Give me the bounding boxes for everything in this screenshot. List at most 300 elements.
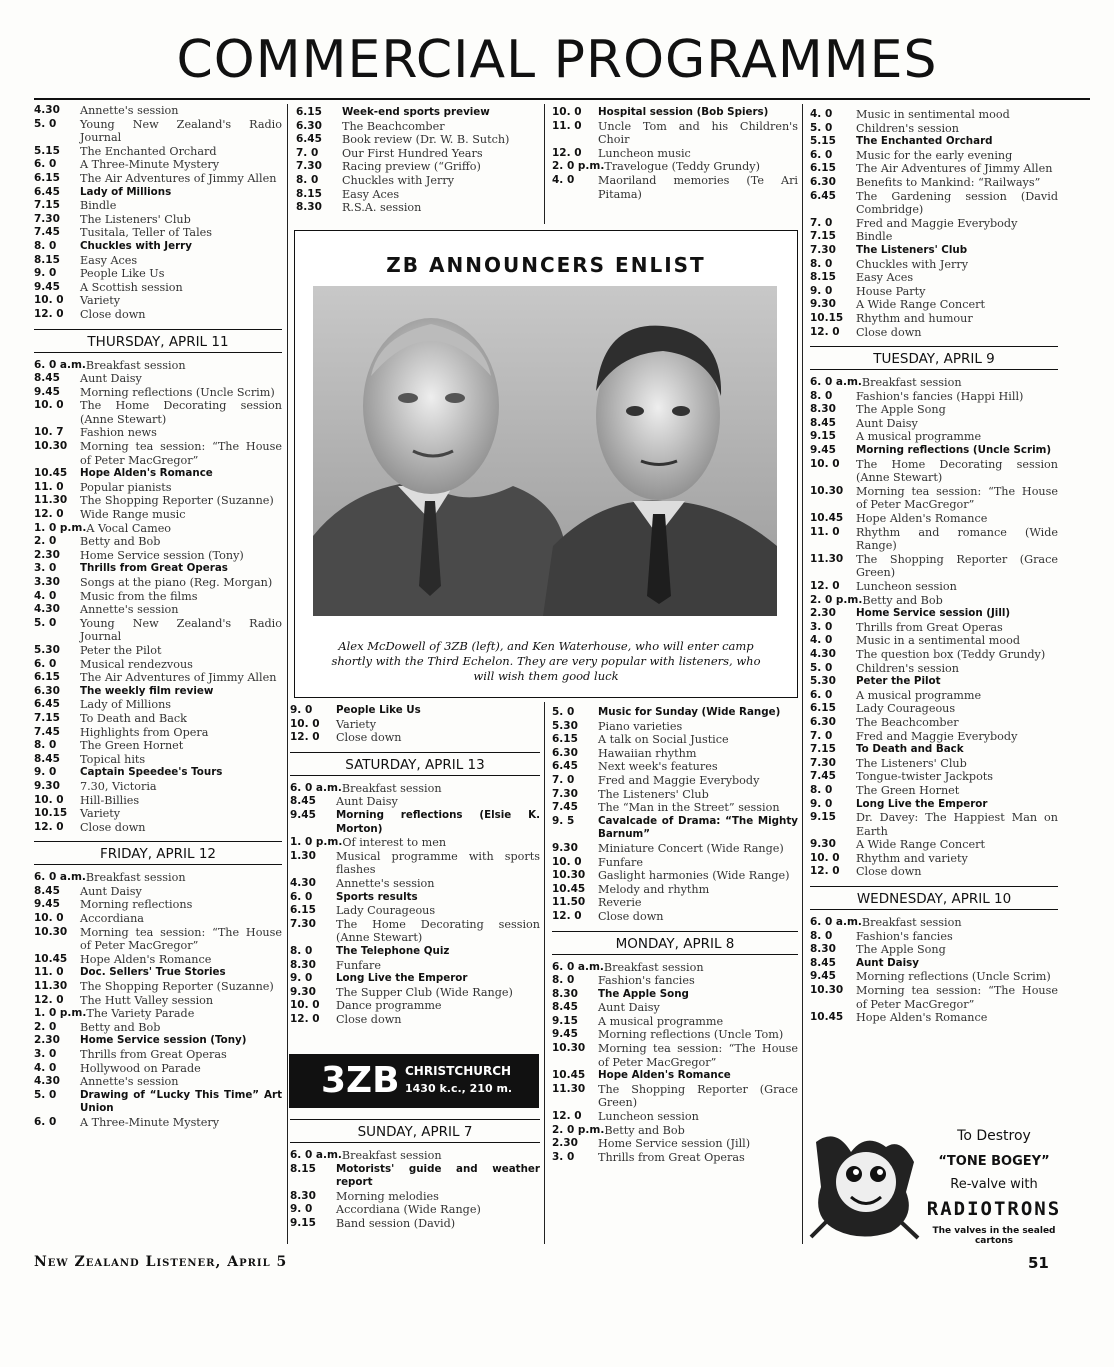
schedule-row <box>810 417 1058 431</box>
schedule-programme: Hill-Billies <box>80 793 140 807</box>
schedule-programme: People Like Us <box>80 267 165 281</box>
schedule-programme: Hope Alden's Romance <box>598 1069 731 1082</box>
schedule-row <box>810 512 1058 526</box>
schedule-row <box>552 174 798 201</box>
station-call-sign: 3ZB <box>321 1060 400 1101</box>
schedule-row <box>552 106 798 120</box>
schedule-programme: Morning reflections (Uncle Scrim) <box>856 970 1051 984</box>
schedule-time: 6.30 <box>296 119 322 132</box>
schedule-programme: Captain Speedee's Tours <box>80 766 223 779</box>
schedule-programme: Children's session <box>856 661 959 675</box>
schedule-programme: Morning reflections (Uncle Scrim) <box>856 444 1052 457</box>
schedule-time: 7.30 <box>810 756 836 769</box>
schedule-row <box>552 1015 798 1029</box>
schedule-programme: The Hutt Valley session <box>80 993 214 1007</box>
schedule-programme: Lady of Millions <box>80 185 172 198</box>
schedule-time: 10. 0 <box>552 106 582 118</box>
schedule-time: 11. 0 <box>810 525 840 538</box>
schedule-programme: Hope Alden's Romance <box>80 952 212 966</box>
schedule-time: 6. 0 a.m. <box>34 871 86 884</box>
schedule-row <box>810 162 1058 176</box>
schedule-time: 2.30 <box>34 548 60 561</box>
schedule-programme: Doc. Sellers' True Stories <box>80 966 226 979</box>
schedule-time: 9.30 <box>810 838 836 851</box>
advert-line-1: To Destroy <box>957 1128 1031 1144</box>
schedule-time: 7.30 <box>296 160 322 173</box>
schedule-row <box>290 731 540 745</box>
schedule-time: 5.15 <box>34 144 60 157</box>
schedule-row <box>552 896 798 910</box>
schedule-row <box>296 133 540 147</box>
schedule-row <box>34 372 282 386</box>
column-rule <box>802 104 803 1244</box>
schedule-programme: Easy Aces <box>856 271 914 285</box>
schedule-time: 8.45 <box>34 884 60 897</box>
schedule-row <box>34 871 282 885</box>
schedule-time: 8. 0 <box>552 974 575 987</box>
schedule-row <box>34 926 282 953</box>
schedule-row <box>810 122 1058 136</box>
schedule-time: 5. 0 <box>552 706 575 718</box>
schedule-row <box>34 145 282 159</box>
schedule-row <box>810 970 1058 984</box>
schedule-programme: Racing preview (“Griffo) <box>342 160 481 174</box>
schedule-row <box>34 912 282 926</box>
schedule-col2-top <box>296 106 540 215</box>
schedule-row <box>552 147 798 161</box>
schedule-programme: Music from the films <box>80 589 198 603</box>
schedule-row <box>34 294 282 308</box>
schedule-time: 9. 0 <box>34 267 57 280</box>
schedule-row <box>810 526 1058 553</box>
schedule-row <box>810 621 1058 635</box>
day-heading-sunday: SUNDAY, APRIL 7 <box>290 1119 540 1143</box>
schedule-time: 7.45 <box>552 801 578 814</box>
schedule-programme: Musical programme with sports flashes <box>336 849 540 877</box>
schedule-time: 9. 0 <box>290 1203 313 1216</box>
schedule-programme: Music for the early evening <box>856 148 1013 162</box>
schedule-programme: A Three-Minute Mystery <box>80 1115 220 1129</box>
schedule-time: 6.30 <box>34 684 60 697</box>
schedule-time: 7.45 <box>34 725 60 738</box>
schedule-programme: Fashion's fancies <box>598 974 695 988</box>
schedule-time: 8.45 <box>34 752 60 765</box>
schedule-row <box>552 869 798 883</box>
schedule-programme: Morning reflections (Uncle Tom) <box>598 1028 784 1042</box>
schedule-time: 10.30 <box>34 925 68 938</box>
schedule-time: 8. 0 <box>810 389 833 402</box>
schedule-row <box>34 399 282 426</box>
schedule-time: 8. 0 <box>296 173 319 186</box>
schedule-time: 3. 0 <box>552 1150 575 1163</box>
schedule-programme: Peter the Pilot <box>856 675 941 688</box>
schedule-row <box>290 918 540 945</box>
schedule-row <box>552 801 798 815</box>
schedule-programme: Morning melodies <box>336 1189 439 1203</box>
schedule-time: 4.30 <box>810 647 836 660</box>
schedule-row <box>34 739 282 753</box>
schedule-programme: Annette's session <box>336 876 435 890</box>
schedule-programme: The Green Hornet <box>856 783 960 797</box>
schedule-programme: Accordiana (Wide Range) <box>336 1203 481 1217</box>
schedule-time: 11. 0 <box>34 966 64 979</box>
day-heading-friday: FRIDAY, APRIL 12 <box>34 841 282 865</box>
photo-feature-box <box>294 230 798 698</box>
schedule-time: 9.45 <box>290 808 316 821</box>
schedule-row <box>34 898 282 912</box>
schedule-programme: Long Live the Emperor <box>336 972 468 985</box>
schedule-row <box>34 522 282 536</box>
schedule-time: 6. 0 <box>34 657 57 670</box>
schedule-row <box>810 811 1058 838</box>
schedule-time: 2. 0 p.m. <box>552 160 605 173</box>
schedule-row <box>34 386 282 400</box>
schedule-time: 1. 0 p.m. <box>290 836 343 849</box>
schedule-time: 2. 0 <box>34 1020 57 1033</box>
schedule-row <box>810 838 1058 852</box>
schedule-time: 6. 0 a.m. <box>34 358 86 371</box>
column-2-top <box>296 106 540 215</box>
schedule-row <box>810 390 1058 404</box>
schedule-programme: 7.30, Victoria <box>80 779 157 793</box>
schedule-row <box>34 671 282 685</box>
schedule-time: 7.30 <box>810 243 836 256</box>
schedule-time: 3. 0 <box>810 620 833 633</box>
schedule-row <box>34 508 282 522</box>
schedule-time: 6. 0 <box>810 688 833 701</box>
schedule-programme: To Death and Back <box>80 711 187 725</box>
schedule-programme: Morning tea session: “The House of Peter MacGregor” <box>856 984 1058 1011</box>
schedule-time: 6.45 <box>34 185 60 198</box>
schedule-programme: Breakfast session <box>341 1149 442 1162</box>
schedule-time: 8.15 <box>290 1162 316 1175</box>
schedule-row <box>552 706 798 720</box>
schedule-programme: Betty and Bob <box>604 1123 685 1137</box>
schedule-row <box>552 815 798 842</box>
schedule-programme: Piano varieties <box>598 719 683 733</box>
schedule-time: 10. 0 <box>810 457 840 470</box>
schedule-time: 5.30 <box>34 643 60 656</box>
schedule-row <box>34 1075 282 1089</box>
day-heading-wednesday: WEDNESDAY, APRIL 10 <box>810 886 1058 910</box>
schedule-row <box>810 108 1058 122</box>
column-1 <box>34 104 282 1130</box>
schedule-row <box>552 910 798 924</box>
schedule-programme: Fashion's fancies <box>856 929 953 943</box>
schedule-time: 2. 0 <box>34 535 57 548</box>
schedule-programme: Morning reflections <box>80 898 193 912</box>
schedule-row <box>34 494 282 508</box>
schedule-time: 5. 0 <box>34 616 57 629</box>
schedule-row <box>34 426 282 440</box>
schedule-time: 10. 0 <box>34 399 64 412</box>
schedule-row <box>296 201 540 215</box>
schedule-row <box>290 795 540 809</box>
schedule-row <box>34 576 282 590</box>
schedule-row <box>34 226 282 240</box>
schedule-programme: Hope Alden's Romance <box>856 1011 988 1025</box>
schedule-programme: Aunt Daisy <box>80 884 142 898</box>
schedule-programme: Annette's session <box>80 104 179 117</box>
schedule-programme: Lady Courageous <box>856 702 956 716</box>
schedule-time: 9.30 <box>290 985 316 998</box>
schedule-time: 9.15 <box>290 1216 316 1229</box>
schedule-row <box>290 891 540 905</box>
schedule-row <box>810 865 1058 879</box>
schedule-row <box>34 467 282 481</box>
schedule-row <box>290 850 540 877</box>
schedule-time: 5. 0 <box>810 661 833 674</box>
schedule-programme: A Wide Range Concert <box>856 298 985 312</box>
schedule-programme: Rhythm and variety <box>856 851 968 865</box>
schedule-row <box>34 807 282 821</box>
schedule-time: 6. 0 <box>34 158 57 171</box>
schedule-time: 8.15 <box>810 271 836 284</box>
schedule-row <box>290 809 540 836</box>
schedule-row <box>810 607 1058 621</box>
schedule-row <box>810 594 1058 608</box>
schedule-time: 11.50 <box>552 896 586 909</box>
schedule-time: 8.45 <box>810 956 836 969</box>
schedule-time: 4. 0 <box>810 108 833 120</box>
schedule-row <box>34 549 282 563</box>
schedule-time: 9.45 <box>810 444 836 457</box>
radiotrons-advert <box>806 1122 1060 1246</box>
schedule-programme: A Vocal Cameo <box>86 521 172 535</box>
schedule-row <box>810 376 1058 390</box>
schedule-row <box>290 904 540 918</box>
schedule-row <box>552 788 798 802</box>
schedule-time: 11.30 <box>810 552 844 565</box>
schedule-time: 7.30 <box>290 917 316 930</box>
schedule-time: 7.45 <box>34 226 60 239</box>
schedule-programme: Breakfast session <box>861 916 962 930</box>
schedule-row <box>34 158 282 172</box>
schedule-time: 6.30 <box>810 715 836 728</box>
schedule-friday <box>34 871 282 1129</box>
schedule-row <box>810 716 1058 730</box>
schedule-time: 6.15 <box>34 171 60 184</box>
schedule-programme: Music for Sunday (Wide Range) <box>598 706 781 718</box>
schedule-row <box>810 258 1058 272</box>
schedule-row <box>34 562 282 576</box>
schedule-row <box>552 856 798 870</box>
schedule-programme: Easy Aces <box>342 187 400 201</box>
schedule-row <box>34 617 282 644</box>
schedule-row <box>290 999 540 1013</box>
schedule-row <box>810 784 1058 798</box>
schedule-programme: Children's session <box>856 121 959 135</box>
schedule-row <box>810 675 1058 689</box>
schedule-row <box>810 634 1058 648</box>
schedule-programme: Breakfast session <box>603 960 704 974</box>
schedule-programme: Dr. Davey: The Happiest Man on Earth <box>856 811 1058 838</box>
schedule-time: 10. 0 <box>34 912 64 925</box>
schedule-row <box>34 685 282 699</box>
schedule-time: 12. 0 <box>552 909 582 922</box>
schedule-row <box>290 1217 540 1231</box>
schedule-time: 4.30 <box>290 876 316 889</box>
schedule-time: 12. 0 <box>34 307 64 320</box>
schedule-programme: Annette's session <box>80 1075 179 1089</box>
schedule-row <box>810 285 1058 299</box>
schedule-row <box>290 1163 540 1190</box>
schedule-time: 7. 0 <box>296 146 319 159</box>
footer-publication: New Zealand Listener, April 5 <box>34 1254 288 1270</box>
schedule-row <box>34 980 282 994</box>
schedule-row <box>810 648 1058 662</box>
schedule-programme: The Beachcomber <box>342 119 445 133</box>
schedule-time: 10.45 <box>552 882 586 895</box>
schedule-time: 6. 0 <box>34 1115 57 1128</box>
schedule-time: 10.45 <box>810 512 844 525</box>
schedule-time: 9.45 <box>552 1028 578 1041</box>
schedule-row <box>810 957 1058 971</box>
page-title: COMMERCIAL PROGRAMMES <box>176 30 938 90</box>
schedule-programme: Rhythm and romance (Wide Range) <box>856 525 1058 553</box>
schedule-time: 6. 0 a.m. <box>290 781 342 794</box>
schedule-programme: Chuckles with Jerry <box>856 257 969 271</box>
schedule-time: 7. 0 <box>810 216 833 229</box>
schedule-programme: The Home Decorating session (Anne Stewart) <box>856 457 1058 485</box>
schedule-time: 10.45 <box>552 1069 586 1082</box>
schedule-programme: Close down <box>856 865 922 879</box>
schedule-row <box>552 720 798 734</box>
schedule-programme: The Shopping Reporter (Grace Green) <box>598 1082 798 1110</box>
schedule-row <box>34 440 282 467</box>
schedule-row <box>34 481 282 495</box>
schedule-row <box>810 943 1058 957</box>
schedule-row <box>34 267 282 281</box>
schedule-row <box>296 160 540 174</box>
schedule-time: 6.45 <box>810 189 836 202</box>
schedule-row <box>290 704 540 718</box>
schedule-row <box>552 160 798 174</box>
schedule-row <box>34 780 282 794</box>
schedule-row <box>552 1069 798 1083</box>
schedule-row <box>552 1124 798 1138</box>
schedule-time: 8.30 <box>290 1189 316 1202</box>
column-3-bottom <box>552 706 798 1164</box>
schedule-programme: Hope Alden's Romance <box>856 512 988 526</box>
schedule-programme: The weekly film review <box>80 684 214 697</box>
schedule-time: 7.45 <box>810 770 836 783</box>
schedule-programme: Motorists' guide and weather report <box>336 1162 540 1189</box>
schedule-row <box>552 120 798 147</box>
schedule-row <box>296 174 540 188</box>
schedule-col1-top <box>34 104 282 322</box>
schedule-time: 1. 0 p.m. <box>34 1007 87 1020</box>
schedule-row <box>552 1028 798 1042</box>
schedule-row <box>810 190 1058 217</box>
schedule-row <box>810 662 1058 676</box>
schedule-programme: Morning tea session: “The House of Peter MacGregor” <box>80 440 282 467</box>
schedule-tuesday <box>810 376 1058 879</box>
schedule-programme: Close down <box>80 820 146 834</box>
schedule-thursday <box>34 359 282 835</box>
schedule-programme: Melody and rhythm <box>598 882 710 896</box>
schedule-time: 9. 5 <box>552 814 575 827</box>
schedule-programme: The Air Adventures of Jimmy Allen <box>80 671 277 685</box>
schedule-row <box>810 770 1058 784</box>
schedule-time: 8. 0 <box>810 929 833 942</box>
schedule-programme: The Listeners' Club <box>80 212 191 226</box>
schedule-row <box>810 403 1058 417</box>
schedule-row <box>34 213 282 227</box>
schedule-row <box>34 698 282 712</box>
schedule-time: 12. 0 <box>34 820 64 833</box>
schedule-time: 9.30 <box>552 841 578 854</box>
schedule-row <box>34 644 282 658</box>
schedule-row <box>552 1110 798 1124</box>
schedule-time: 8. 0 <box>34 239 57 252</box>
schedule-time: 10.30 <box>34 440 68 453</box>
schedule-row <box>34 199 282 213</box>
schedule-time: 5. 0 <box>34 1088 57 1101</box>
schedule-row <box>34 885 282 899</box>
day-heading-monday: MONDAY, APRIL 8 <box>552 931 798 955</box>
schedule-programme: Travelogue (Teddy Grundy) <box>604 160 760 174</box>
schedule-time: 11.30 <box>34 980 68 993</box>
schedule-row <box>810 580 1058 594</box>
schedule-time: 8.15 <box>296 187 322 200</box>
schedule-programme: The Telephone Quiz <box>336 944 450 957</box>
schedule-time: 7.30 <box>552 787 578 800</box>
schedule-time: 9.30 <box>810 298 836 311</box>
schedule-time: 9.15 <box>810 811 836 824</box>
schedule-col2-mid <box>290 704 540 745</box>
schedule-col3-mid <box>552 706 798 924</box>
schedule-row <box>810 702 1058 716</box>
schedule-time: 7.30 <box>34 212 60 225</box>
schedule-programme: Close down <box>80 307 146 321</box>
schedule-time: 8.30 <box>296 201 322 214</box>
schedule-programme: Betty and Bob <box>80 1020 161 1034</box>
schedule-programme: Thrills from Great Operas <box>80 562 228 575</box>
schedule-time: 10.30 <box>810 484 844 497</box>
column-3-top <box>552 106 798 201</box>
schedule-time: 10. 0 <box>34 294 64 307</box>
schedule-programme: A musical programme <box>856 688 982 702</box>
schedule-programme: Easy Aces <box>80 253 138 267</box>
schedule-row <box>552 774 798 788</box>
schedule-row <box>810 757 1058 771</box>
schedule-row <box>34 1116 282 1130</box>
schedule-row <box>290 1149 540 1163</box>
schedule-row <box>810 689 1058 703</box>
schedule-time: 10.15 <box>34 807 68 820</box>
schedule-row <box>552 974 798 988</box>
schedule-programme: Topical hits <box>80 752 146 766</box>
schedule-programme: Lady of Millions <box>80 698 172 712</box>
schedule-programme: Close down <box>856 325 922 339</box>
schedule-row <box>290 718 540 732</box>
column-rule <box>544 702 545 1244</box>
schedule-row <box>290 877 540 891</box>
schedule-time: 7. 0 <box>810 729 833 742</box>
schedule-row <box>810 135 1058 149</box>
schedule-time: 10. 0 <box>34 793 64 806</box>
schedule-row <box>296 147 540 161</box>
schedule-programme: Variety <box>336 717 377 731</box>
schedule-programme: A musical programme <box>856 430 982 444</box>
schedule-time: 6. 0 a.m. <box>552 960 604 973</box>
schedule-row <box>34 118 282 145</box>
schedule-wednesday <box>810 916 1058 1025</box>
schedule-programme: A Wide Range Concert <box>856 838 985 852</box>
schedule-programme: Aunt Daisy <box>856 956 920 969</box>
schedule-row <box>34 172 282 186</box>
